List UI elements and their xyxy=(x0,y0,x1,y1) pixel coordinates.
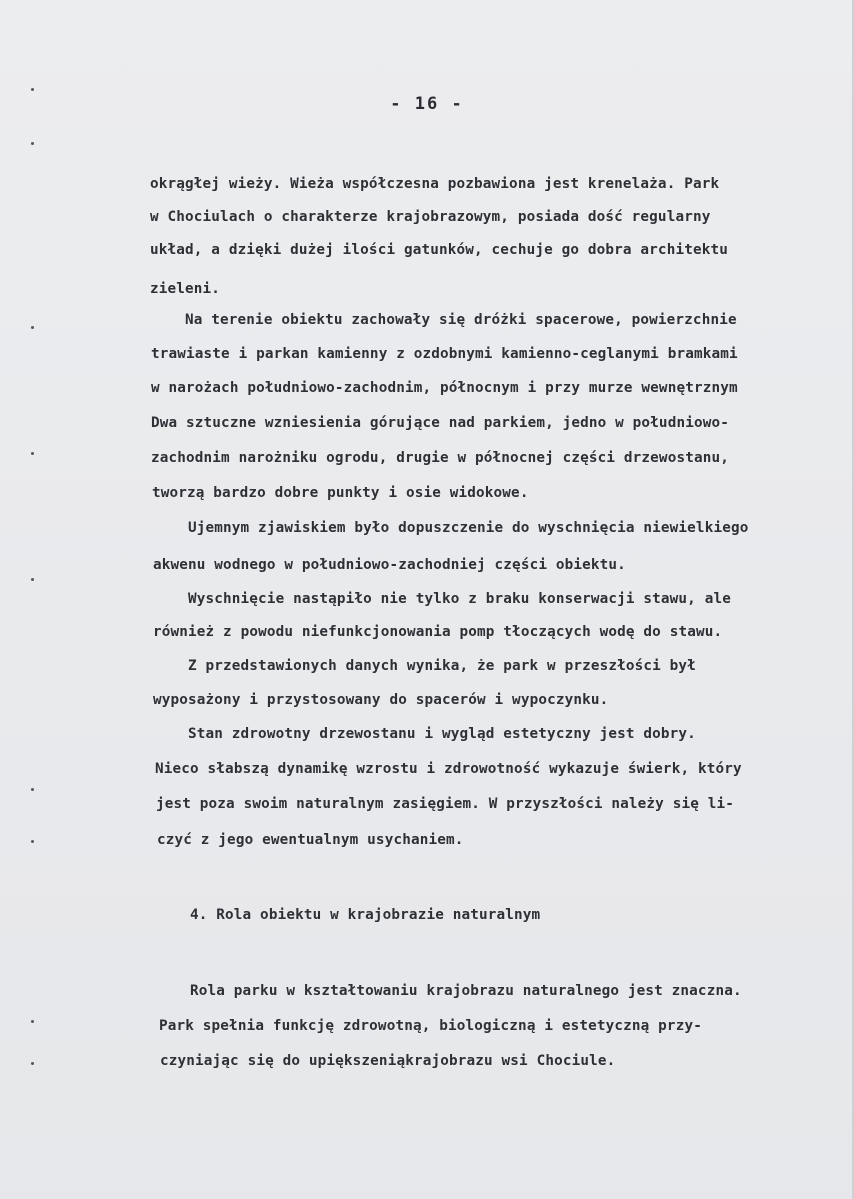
margin-dot xyxy=(31,88,34,91)
margin-dot xyxy=(31,1062,34,1065)
margin-dot xyxy=(31,788,34,791)
margin-dot xyxy=(31,840,34,843)
text-line: w Chociulach o charakterze krajobrazowym, posiada dość regularny xyxy=(150,209,711,225)
margin-dot xyxy=(31,1020,34,1023)
page-number: - 16 - xyxy=(390,94,464,114)
text-line: jest poza swoim naturalnym zasięgiem. W przyszłości należy się li- xyxy=(156,796,734,812)
text-line: Stan zdrowotny drzewostanu i wygląd estetyczny jest dobry. xyxy=(188,726,696,742)
margin-dot xyxy=(31,452,34,455)
margin-dot xyxy=(31,578,34,581)
text-line: trawiaste i parkan kamienny z ozdobnymi kamienno-ceglanymi bramkami xyxy=(151,346,738,362)
text-line: akwenu wodnego w południowo-zachodniej części obiektu. xyxy=(153,557,626,573)
text-line: zachodnim narożniku ogrodu, drugie w północnej części drzewostanu, xyxy=(151,450,729,466)
text-line: Nieco słabszą dynamikę wzrostu i zdrowotność wykazuje świerk, który xyxy=(155,761,742,777)
text-line: Dwa sztuczne wzniesienia górujące nad parkiem, jedno w południowo- xyxy=(151,415,729,431)
text-line: układ, a dzięki dużej ilości gatunków, cechuje go dobra architektu xyxy=(150,242,728,258)
text-line: Park spełnia funkcję zdrowotną, biologiczną i estetyczną przy- xyxy=(159,1018,702,1034)
text-line: Na terenie obiektu zachowały się dróżki spacerowe, powierzchnie xyxy=(185,312,737,328)
text-line: Z przedstawionych danych wynika, że park w przeszłości był xyxy=(188,658,696,674)
text-line: w narożach południowo-zachodnim, północnym i przy murze wewnętrznym xyxy=(151,380,738,396)
margin-dot xyxy=(31,326,34,329)
text-line: okrągłej wieży. Wieża współczesna pozbawiona jest krenelaża. Park xyxy=(150,176,720,192)
text-line: czyć z jego ewentualnym usychaniem. xyxy=(157,832,464,848)
text-line: Wyschnięcie nastąpiło nie tylko z braku konserwacji stawu, ale xyxy=(188,591,731,607)
text-line: tworzą bardzo dobre punkty i osie widokowe. xyxy=(152,485,529,501)
section-heading: 4. Rola obiektu w krajobrazie naturalnym xyxy=(190,907,541,923)
text-line: również z powodu niefunkcjonowania pomp tłoczących wodę do stawu. xyxy=(153,624,723,640)
text-line: wyposażony i przystosowany do spacerów i wypoczynku. xyxy=(153,692,609,708)
text-line: czyniając się do upiększeniąkrajobrazu wsi Chociule. xyxy=(160,1053,616,1069)
text-line: Ujemnym zjawiskiem było dopuszczenie do wyschnięcia niewielkiego xyxy=(188,520,749,536)
margin-dot xyxy=(31,142,34,145)
text-line: Rola parku w kształtowaniu krajobrazu naturalnego jest znaczna. xyxy=(190,983,742,999)
text-line: zieleni. xyxy=(150,281,221,297)
